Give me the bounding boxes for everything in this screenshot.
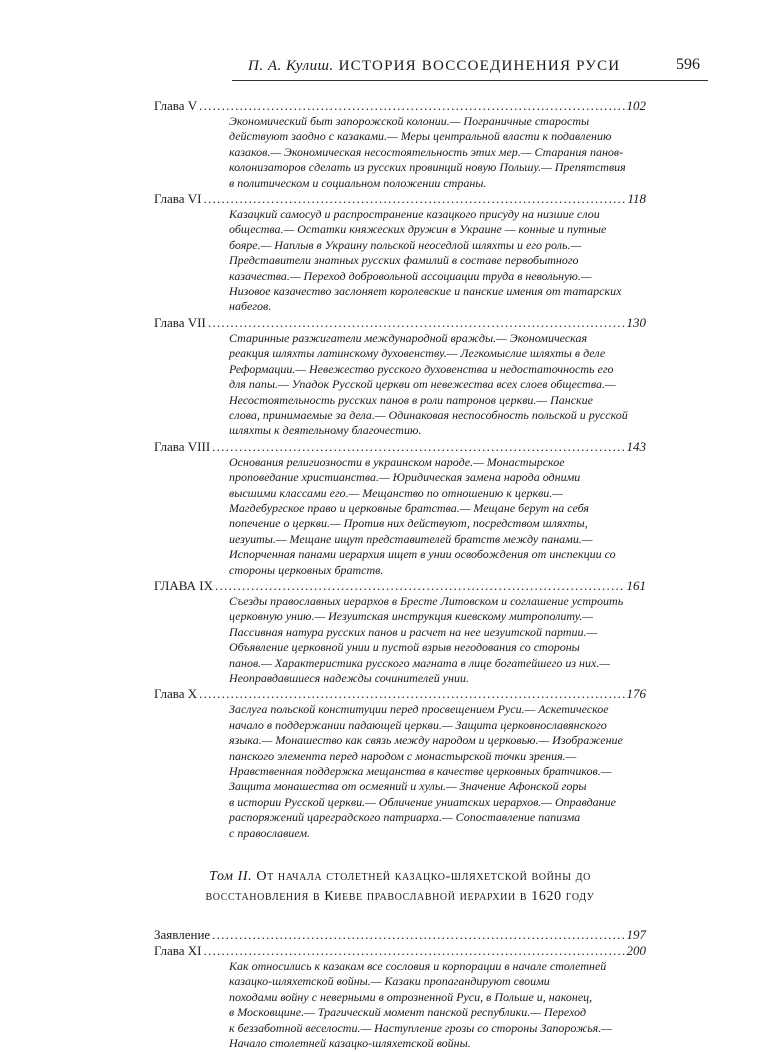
summary-line: Начало столетней казацко-шляхетской войны. xyxy=(229,1036,471,1051)
chapter-label: Глава VII xyxy=(154,314,206,330)
summary-line: попечение о церкви.— Против них действуют, посредством шляхты, xyxy=(229,516,588,531)
summary-line: стороны церковных братств. xyxy=(229,562,384,577)
chapter-summary xyxy=(229,331,646,439)
summary-line: панов.— Характеристика русского магната в лице богатейшего из них.— xyxy=(229,655,610,670)
chapter-summary xyxy=(229,114,646,191)
summary-line: походами войну с неверными в отрозненной Руси, в Польше и, наконец, xyxy=(229,989,593,1004)
summary-line: Казацкий самосуд и распространение казацкого присуду на низшие слои xyxy=(229,207,600,222)
summary-line: проповедание христианства.— Юридическая замена народа одними xyxy=(229,470,581,485)
summary-line: Старинные разжигатели международной вражды.— Экономическая xyxy=(229,330,588,345)
author-name: П. А. Кулиш. xyxy=(248,58,334,74)
summary-line: набегов. xyxy=(229,299,272,314)
summary-line: казаков.— Экономическая несостоятельность этих мер.— Старания панов- xyxy=(229,144,624,159)
summary-line: в истории Русской церкви.— Обличение униатских иерархов.— Оправдание xyxy=(229,794,616,809)
toc-entry-chapter-8[interactable] xyxy=(154,439,646,455)
summary-line: панского элемента перед народом с монастырской точки зрения.— xyxy=(229,748,577,763)
summary-line: Основания религиозности в украинском народе.— Монастырское xyxy=(229,454,565,469)
dot-leader xyxy=(199,98,624,114)
summary-line: Съезды православных иерархов в Бресте Литовском и соглашение устроить xyxy=(229,593,624,608)
chapter-label: Глава VIII xyxy=(154,438,211,454)
volume-label: Том II. xyxy=(209,869,253,885)
summary-line: общества.— Остатки княжеских дружин в Украине — конные и путные xyxy=(229,222,607,237)
summary-line: Объявление церковной унии и пустой взрыв негодования со стороны xyxy=(229,640,580,655)
summary-line: Экономический быт запорожской колонии.— Пограничные старосты xyxy=(229,114,590,128)
chapter-label: Глава XI xyxy=(154,943,202,959)
chapter-page: 200 xyxy=(626,943,646,959)
summary-line: в политическом и социальном положении страны. xyxy=(229,175,487,190)
summary-line: шляхты к деятельному благочестию. xyxy=(229,423,422,438)
volume-two-heading xyxy=(154,867,646,907)
chapter-page: 176 xyxy=(626,686,646,702)
summary-line: Нравственная поддержка мещанства в качестве церковных братчиков.— xyxy=(229,764,612,779)
dot-leader xyxy=(208,315,625,331)
summary-line: Несостоятельность русских панов в роли патронов церкви.— Панские xyxy=(229,392,593,407)
toc-entry-chapter-9[interactable] xyxy=(154,578,646,594)
summary-line: казачества.— Переход добровольной ассоциации труда в невольную.— xyxy=(229,268,592,283)
summary-line: реакция шляхты латинскому духовенству.— Легкомыслие шляхты в деле xyxy=(229,346,606,361)
summary-line: языка.— Монашество как связь между народом и церковью.— Изображение xyxy=(229,733,623,748)
summary-line: для папы.— Упадок Русской церкви от невежества всех слоев общества.— xyxy=(229,377,616,392)
summary-line: распоряжений цареградского патриарха.— Сопоставление папизма xyxy=(229,810,581,825)
chapter-summary xyxy=(229,594,646,686)
summary-line: Магдебургское право и церковные братства.— Мещане берут на себя xyxy=(229,500,589,515)
volume-title-line-2: восстановления в Киеве православной иерархии в 1620 году xyxy=(205,889,595,905)
dot-leader xyxy=(215,578,625,594)
dot-leader xyxy=(199,686,624,702)
chapter-label: Глава X xyxy=(154,686,198,702)
chapter-page: 102 xyxy=(626,98,646,113)
summary-line: колонизаторов сделать из русских провинций новую Польшу.— Препятствия xyxy=(229,160,626,175)
summary-line: Испорченная панами иерархия ищет в унии освобождения от инспекции со xyxy=(229,547,616,562)
volume-title-line-1: От начала столетней казацко-шляхетской войны до xyxy=(256,869,591,885)
page-number: 596 xyxy=(676,56,700,73)
chapter-summary xyxy=(229,455,646,578)
summary-line: Низовое казачество заслоняет королевские и панские имения от татарских xyxy=(229,284,622,299)
header-rule xyxy=(232,80,708,81)
summary-line: начало в поддержании падающей церкви.— Защита церковнославянского xyxy=(229,717,607,732)
toc-entry-chapter-10[interactable] xyxy=(154,686,646,702)
summary-line: в Московщине.— Трагический момент панской республики.— Переход xyxy=(229,1005,587,1020)
chapter-page: 161 xyxy=(626,577,646,593)
summary-line: Неоправдавшиеся надежды сочинителей унии. xyxy=(229,671,470,685)
summary-line: действуют заодно с казаками.— Меры центральной власти к подавлению xyxy=(229,129,612,144)
summary-line: с православием. xyxy=(229,825,310,840)
summary-line: высшими классами его.— Мещанство по отношению к церкви.— xyxy=(229,485,563,500)
summary-line: церковную унию.— Иезуитская инструкция киевскому митрополиту.— xyxy=(229,609,593,624)
summary-line: иезуиты.— Мещане ищут представителей братств между панами.— xyxy=(229,531,593,546)
dot-leader xyxy=(212,439,624,455)
chapter-page: 197 xyxy=(626,927,646,943)
toc-entry-statement[interactable] xyxy=(154,927,646,943)
chapter-page: 130 xyxy=(626,314,646,330)
chapter-label: Заявление xyxy=(154,927,211,943)
table-of-contents xyxy=(154,98,646,1052)
summary-line: Защита монашества от осмеяний и хулы.— Значение Афонской горы xyxy=(229,779,587,794)
toc-entry-chapter-7[interactable] xyxy=(154,315,646,331)
chapter-page: 143 xyxy=(626,438,646,454)
running-header xyxy=(0,0,762,80)
book-title: ИСТОРИЯ ВОССОЕДИНЕНИЯ РУСИ xyxy=(338,58,621,74)
summary-line: слова, принимаемые за дела.— Одинаковая неспособность польской и русской xyxy=(229,407,628,422)
toc-entry-chapter-11[interactable] xyxy=(154,943,646,959)
chapter-summary xyxy=(229,702,646,841)
running-title xyxy=(248,58,620,75)
chapter-page: 118 xyxy=(627,191,646,207)
summary-line: Пассивная натура русских панов и расчет на нее иезуитской партии.— xyxy=(229,624,598,639)
summary-line: бояре.— Наплыв в Украину польской неоседлой шляхты и его роль.— xyxy=(229,237,582,252)
chapter-label: Глава V xyxy=(154,98,198,113)
toc-entry-chapter-5[interactable] xyxy=(154,98,646,114)
summary-line: Реформации.— Невежество русского духовенства и недостаточность его xyxy=(229,361,614,376)
chapter-summary xyxy=(229,207,646,315)
summary-line: к беззаботной веселости.— Наступление грозы со стороны Запорожья.— xyxy=(229,1020,612,1035)
dot-leader xyxy=(212,927,624,943)
dot-leader xyxy=(204,191,626,207)
chapter-label: ГЛАВА IX xyxy=(154,577,213,593)
summary-line: Заслуга польской конституции перед просвещением Руси.— Аскетическое xyxy=(229,702,609,717)
chapter-summary xyxy=(229,959,646,1051)
dot-leader xyxy=(204,943,625,959)
toc-entry-chapter-6[interactable] xyxy=(154,191,646,207)
summary-line: казацко-шляхетской войны.— Казаки пропагандируют своими xyxy=(229,974,550,989)
summary-line: Как относились к казакам все сословия и корпорации в начале столетней xyxy=(229,959,607,974)
chapter-label: Глава VI xyxy=(154,191,202,207)
summary-line: Представители знатных русских фамилий в составе первобытного xyxy=(229,253,579,268)
